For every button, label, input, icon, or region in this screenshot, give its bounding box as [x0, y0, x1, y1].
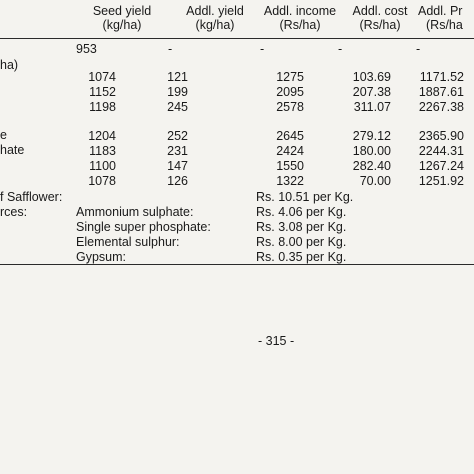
header-addl-cost-unit: (Rs/ha)	[359, 18, 401, 32]
header-addl-yield-line1: Addl. yield	[186, 4, 244, 18]
cell-seed: 1074	[88, 70, 116, 84]
cell-cost: -	[338, 42, 343, 56]
header-addl-income	[255, 4, 345, 32]
cell-seed: 1100	[89, 159, 116, 173]
cell-profit: 1251.92	[418, 174, 464, 188]
cell-cost: 207.38	[352, 85, 391, 99]
cell-income: 1275	[276, 70, 304, 84]
footnote-label-sources: rces:	[0, 205, 28, 219]
header-seed-yield	[82, 4, 162, 32]
cell-cost: 180.00	[352, 144, 391, 158]
source-name: Ammonium sulphate:	[76, 205, 194, 219]
header-addl-yield	[171, 4, 259, 32]
cell-seed: 953	[76, 42, 97, 56]
cell-yield: 199	[167, 85, 188, 99]
row-label-1: ha)	[0, 58, 19, 72]
cell-seed: 1204	[88, 129, 116, 143]
cell-cost: 282.40	[352, 159, 391, 173]
source-name: Elemental sulphur:	[76, 235, 180, 249]
source-price: Rs. 4.06 per Kg.	[256, 205, 347, 219]
header-addl-profit-unit: (Rs/ha	[426, 18, 463, 32]
cell-seed: 1183	[89, 144, 116, 158]
row-label-3: hate	[0, 143, 25, 157]
cell-income: 2645	[276, 129, 304, 143]
header-addl-income-unit: (Rs/ha)	[279, 18, 321, 32]
source-name: Single super phosphate:	[76, 220, 211, 234]
header-seed-yield-line1: Seed yield	[92, 4, 152, 18]
source-price: Rs. 8.00 per Kg.	[256, 235, 347, 249]
cell-profit: 2267.38	[418, 100, 464, 114]
cell-seed: 1198	[89, 100, 116, 114]
header-addl-yield-unit: (kg/ha)	[195, 18, 235, 32]
cell-seed: 1078	[88, 174, 116, 188]
cell-profit: 2244.31	[418, 144, 464, 158]
cell-profit: 1887.61	[418, 85, 464, 99]
cell-income: 2424	[276, 144, 304, 158]
cell-profit: 1267.24	[418, 159, 464, 173]
source-name: Gypsum:	[76, 250, 127, 264]
cell-income: 1322	[276, 174, 304, 188]
cell-yield: 245	[167, 100, 188, 114]
cell-profit: -	[416, 42, 421, 56]
cell-profit: 1171.52	[419, 70, 464, 84]
row-label-2: e	[0, 128, 7, 142]
cell-income: -	[260, 42, 265, 56]
cell-income: 1550	[276, 159, 304, 173]
source-price: Rs. 3.08 per Kg.	[256, 220, 347, 234]
header-addl-profit	[418, 4, 474, 32]
cell-cost: 103.69	[352, 70, 391, 84]
cell-cost: 70.00	[359, 174, 391, 188]
header-rule	[0, 38, 474, 39]
cell-yield: 121	[167, 70, 188, 84]
cell-yield: 252	[167, 129, 188, 143]
cell-yield: 231	[167, 144, 188, 158]
safflower-price: Rs. 10.51 per Kg.	[256, 190, 354, 204]
cell-income: 2578	[276, 100, 304, 114]
header-addl-profit-line1: Addl. Pr	[418, 4, 463, 18]
cell-seed: 1152	[89, 85, 116, 99]
source-price: Rs. 0.35 per Kg.	[256, 250, 347, 264]
footer-rule	[0, 264, 474, 265]
header-addl-cost-line1: Addl. cost	[352, 4, 408, 18]
page-number: - 315 -	[258, 334, 295, 348]
cell-cost: 279.12	[352, 129, 391, 143]
header-addl-income-line1: Addl. income	[263, 4, 337, 18]
cell-yield: -	[168, 42, 173, 56]
cell-cost: 311.07	[353, 100, 391, 114]
cell-yield: 126	[167, 174, 188, 188]
cell-income: 2095	[276, 85, 304, 99]
cell-profit: 2365.90	[418, 129, 464, 143]
header-addl-cost	[342, 4, 418, 32]
header-seed-yield-unit: (kg/ha)	[102, 18, 142, 32]
cell-yield: 147	[167, 159, 188, 173]
footnote-label-safflower: f Safflower:	[0, 190, 63, 204]
